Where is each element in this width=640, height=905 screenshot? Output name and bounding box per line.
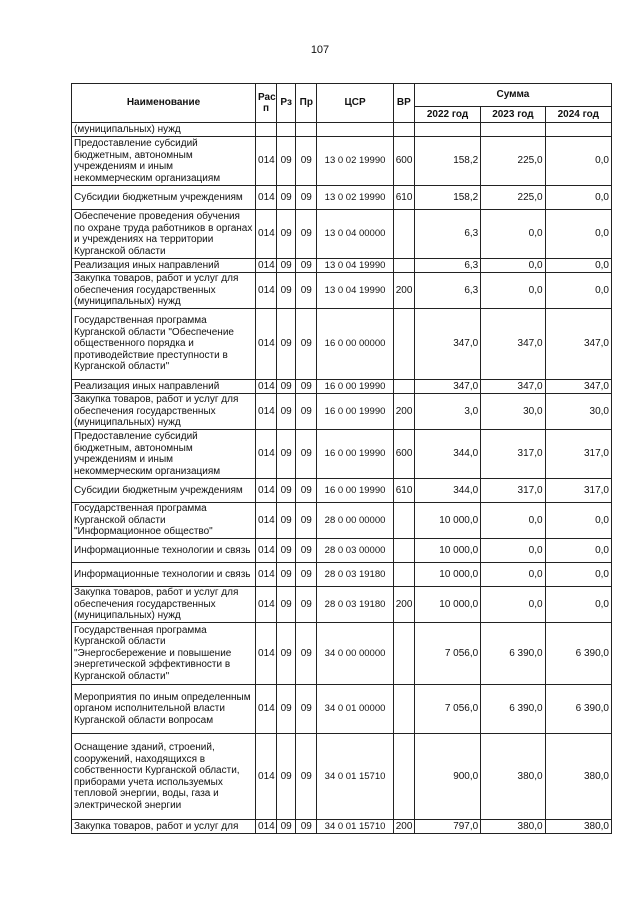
row-value-2023 — [481, 123, 545, 137]
row-csr: 13 0 04 00000 — [317, 210, 393, 259]
table-row — [72, 563, 612, 587]
row-value-2022: 10 000,0 — [414, 563, 480, 587]
budget-table — [71, 83, 612, 834]
table-row — [72, 734, 612, 820]
row-value-2023: 0,0 — [481, 259, 545, 273]
row-value-2024: 317,0 — [545, 479, 611, 503]
row-name: Мероприятия по иным определенным органом исполнительной власти Курганской области вопросам — [72, 685, 256, 734]
row-ras: 014 — [256, 186, 277, 210]
row-value-2023: 0,0 — [481, 273, 545, 309]
table-row — [72, 503, 612, 539]
row-ras: 014 — [256, 587, 277, 623]
row-value-2023: 0,0 — [481, 210, 545, 259]
row-csr: 28 0 03 19180 — [317, 587, 393, 623]
header-year-2023: 2023 год — [481, 107, 545, 123]
row-rz: 09 — [277, 587, 296, 623]
row-pr: 09 — [296, 503, 317, 539]
row-name: Государственная программа Курганской области "Энергосбережение и повышение энергетической эффективности в Курганской области" — [72, 623, 256, 685]
row-csr: 16 0 00 00000 — [317, 309, 393, 380]
row-value-2022: 344,0 — [414, 479, 480, 503]
row-value-2023: 0,0 — [481, 503, 545, 539]
row-name: Реализация иных направлений — [72, 259, 256, 273]
row-value-2024: 0,0 — [545, 563, 611, 587]
row-value-2023: 347,0 — [481, 309, 545, 380]
header-pr: Пр — [296, 84, 317, 123]
row-rz: 09 — [277, 210, 296, 259]
row-value-2023: 0,0 — [481, 563, 545, 587]
row-pr: 09 — [296, 430, 317, 479]
row-ras: 014 — [256, 380, 277, 394]
row-value-2024: 30,0 — [545, 394, 611, 430]
row-ras: 014 — [256, 137, 277, 186]
row-csr: 13 0 04 19990 — [317, 259, 393, 273]
row-rz: 09 — [277, 259, 296, 273]
row-value-2022: 3,0 — [414, 394, 480, 430]
row-csr: 13 0 04 19990 — [317, 273, 393, 309]
row-csr: 16 0 00 19990 — [317, 430, 393, 479]
header-name: Наименование — [72, 84, 256, 123]
row-vr — [393, 539, 414, 563]
row-value-2023: 347,0 — [481, 380, 545, 394]
row-rz: 09 — [277, 623, 296, 685]
row-ras: 014 — [256, 259, 277, 273]
row-rz: 09 — [277, 394, 296, 430]
header-ras: Рас п — [256, 84, 277, 123]
row-name: Предоставление субсидий бюджетным, автономным учреждениям и иным некоммерческим организациям — [72, 430, 256, 479]
row-pr: 09 — [296, 210, 317, 259]
row-name: Закупка товаров, работ и услуг для обеспечения государственных (муниципальных) нужд — [72, 587, 256, 623]
row-vr — [393, 380, 414, 394]
row-rz: 09 — [277, 137, 296, 186]
row-value-2024: 0,0 — [545, 503, 611, 539]
row-csr: 28 0 00 00000 — [317, 503, 393, 539]
row-name: Закупка товаров, работ и услуг для обеспечения государственных (муниципальных) нужд — [72, 273, 256, 309]
row-value-2023: 30,0 — [481, 394, 545, 430]
row-value-2023: 6 390,0 — [481, 685, 545, 734]
row-csr: 16 0 00 19990 — [317, 479, 393, 503]
row-name: Предоставление субсидий бюджетным, автономным учреждениям и иным некоммерческим организациям — [72, 137, 256, 186]
row-value-2024: 347,0 — [545, 309, 611, 380]
row-value-2022 — [414, 123, 480, 137]
header-year-2022: 2022 год — [414, 107, 480, 123]
row-csr: 34 0 01 15710 — [317, 820, 393, 834]
row-vr: 200 — [393, 820, 414, 834]
row-vr — [393, 123, 414, 137]
row-pr: 09 — [296, 259, 317, 273]
row-value-2024: 347,0 — [545, 380, 611, 394]
header-year-2024: 2024 год — [545, 107, 611, 123]
row-value-2023: 225,0 — [481, 137, 545, 186]
row-value-2023: 317,0 — [481, 430, 545, 479]
row-value-2022: 6,3 — [414, 259, 480, 273]
row-value-2024: 380,0 — [545, 820, 611, 834]
row-name: Обеспечение проведения обучения по охране труда работников в органах и учреждениях на территории Курганской области — [72, 210, 256, 259]
row-rz: 09 — [277, 734, 296, 820]
row-value-2023: 6 390,0 — [481, 623, 545, 685]
table-row — [72, 820, 612, 834]
row-value-2022: 6,3 — [414, 273, 480, 309]
row-pr: 09 — [296, 273, 317, 309]
row-value-2024: 0,0 — [545, 210, 611, 259]
row-csr: 16 0 00 19990 — [317, 380, 393, 394]
page-number: 107 — [310, 44, 330, 56]
row-pr — [296, 123, 317, 137]
row-value-2024: 0,0 — [545, 539, 611, 563]
row-name: Государственная программа Курганской области "Обеспечение общественного порядка и противодействие преступности в Курганской области" — [72, 309, 256, 380]
row-csr: 28 0 03 19180 — [317, 563, 393, 587]
row-vr — [393, 210, 414, 259]
row-ras: 014 — [256, 539, 277, 563]
table-row — [72, 394, 612, 430]
row-value-2022: 900,0 — [414, 734, 480, 820]
row-value-2024: 0,0 — [545, 137, 611, 186]
row-vr — [393, 685, 414, 734]
row-name: Информационные технологии и связь — [72, 539, 256, 563]
row-name: Реализация иных направлений — [72, 380, 256, 394]
row-pr: 09 — [296, 309, 317, 380]
row-value-2022: 10 000,0 — [414, 539, 480, 563]
row-vr — [393, 259, 414, 273]
row-value-2022: 347,0 — [414, 380, 480, 394]
row-value-2024: 0,0 — [545, 587, 611, 623]
row-vr — [393, 503, 414, 539]
row-ras: 014 — [256, 563, 277, 587]
row-rz: 09 — [277, 309, 296, 380]
row-value-2022: 6,3 — [414, 210, 480, 259]
table-row — [72, 380, 612, 394]
row-name: Оснащение зданий, строений, сооружений, находящихся в собственности Курганской области, приборами учета используемых тепловой энергии, воды, газа и электрической энергии — [72, 734, 256, 820]
row-csr: 13 0 02 19990 — [317, 137, 393, 186]
row-ras: 014 — [256, 623, 277, 685]
table-row — [72, 210, 612, 259]
row-rz: 09 — [277, 503, 296, 539]
row-pr: 09 — [296, 380, 317, 394]
row-value-2022: 7 056,0 — [414, 623, 480, 685]
row-vr: 600 — [393, 137, 414, 186]
row-pr: 09 — [296, 685, 317, 734]
row-pr: 09 — [296, 479, 317, 503]
row-name: Государственная программа Курганской области "Информационное общество" — [72, 503, 256, 539]
row-csr: 34 0 00 00000 — [317, 623, 393, 685]
row-name: Субсидии бюджетным учреждениям — [72, 479, 256, 503]
row-value-2024: 6 390,0 — [545, 685, 611, 734]
row-name: (муниципальных) нужд — [72, 123, 256, 137]
row-value-2024: 0,0 — [545, 186, 611, 210]
row-rz: 09 — [277, 539, 296, 563]
row-rz — [277, 123, 296, 137]
row-vr: 610 — [393, 479, 414, 503]
row-value-2022: 7 056,0 — [414, 685, 480, 734]
row-pr: 09 — [296, 563, 317, 587]
row-value-2022: 797,0 — [414, 820, 480, 834]
row-vr — [393, 563, 414, 587]
row-csr: 34 0 01 15710 — [317, 734, 393, 820]
header-sum: Сумма — [414, 84, 611, 107]
row-value-2023: 0,0 — [481, 539, 545, 563]
row-rz: 09 — [277, 186, 296, 210]
row-value-2022: 10 000,0 — [414, 587, 480, 623]
header-rz: Рз — [277, 84, 296, 123]
row-ras: 014 — [256, 394, 277, 430]
row-ras: 014 — [256, 430, 277, 479]
table-row — [72, 273, 612, 309]
row-rz: 09 — [277, 685, 296, 734]
row-vr — [393, 623, 414, 685]
row-csr: 13 0 02 19990 — [317, 186, 393, 210]
row-ras: 014 — [256, 273, 277, 309]
row-csr — [317, 123, 393, 137]
row-name: Закупка товаров, работ и услуг для — [72, 820, 256, 834]
table-row — [72, 623, 612, 685]
row-ras: 014 — [256, 685, 277, 734]
row-ras: 014 — [256, 503, 277, 539]
table-row — [72, 587, 612, 623]
row-value-2024: 0,0 — [545, 273, 611, 309]
row-vr: 200 — [393, 587, 414, 623]
row-name: Закупка товаров, работ и услуг для обеспечения государственных (муниципальных) нужд — [72, 394, 256, 430]
row-value-2024: 0,0 — [545, 259, 611, 273]
row-vr: 600 — [393, 430, 414, 479]
row-ras: 014 — [256, 210, 277, 259]
row-value-2022: 10 000,0 — [414, 503, 480, 539]
row-csr: 16 0 00 19990 — [317, 394, 393, 430]
row-ras: 014 — [256, 820, 277, 834]
table-row — [72, 685, 612, 734]
row-pr: 09 — [296, 820, 317, 834]
row-value-2022: 344,0 — [414, 430, 480, 479]
row-value-2023: 0,0 — [481, 587, 545, 623]
table-row — [72, 539, 612, 563]
row-value-2023: 317,0 — [481, 479, 545, 503]
row-pr: 09 — [296, 186, 317, 210]
table-row — [72, 137, 612, 186]
table-row — [72, 309, 612, 380]
row-ras: 014 — [256, 309, 277, 380]
header-vr: ВР — [393, 84, 414, 123]
row-ras — [256, 123, 277, 137]
row-rz: 09 — [277, 380, 296, 394]
row-value-2023: 225,0 — [481, 186, 545, 210]
table-row — [72, 430, 612, 479]
row-value-2024 — [545, 123, 611, 137]
row-pr: 09 — [296, 587, 317, 623]
row-value-2022: 158,2 — [414, 186, 480, 210]
row-pr: 09 — [296, 539, 317, 563]
row-rz: 09 — [277, 820, 296, 834]
row-vr — [393, 734, 414, 820]
row-value-2023: 380,0 — [481, 820, 545, 834]
table-row — [72, 123, 612, 137]
row-vr: 200 — [393, 394, 414, 430]
row-value-2022: 347,0 — [414, 309, 480, 380]
row-pr: 09 — [296, 734, 317, 820]
row-rz: 09 — [277, 273, 296, 309]
row-vr: 610 — [393, 186, 414, 210]
row-value-2024: 6 390,0 — [545, 623, 611, 685]
row-name: Субсидии бюджетным учреждениям — [72, 186, 256, 210]
table-row — [72, 186, 612, 210]
row-rz: 09 — [277, 563, 296, 587]
row-vr: 200 — [393, 273, 414, 309]
row-value-2023: 380,0 — [481, 734, 545, 820]
row-value-2024: 380,0 — [545, 734, 611, 820]
row-pr: 09 — [296, 623, 317, 685]
header-csr: ЦСР — [317, 84, 393, 123]
row-value-2022: 158,2 — [414, 137, 480, 186]
table-row — [72, 259, 612, 273]
row-pr: 09 — [296, 137, 317, 186]
row-vr — [393, 309, 414, 380]
row-name: Информационные технологии и связь — [72, 563, 256, 587]
row-csr: 34 0 01 00000 — [317, 685, 393, 734]
row-csr: 28 0 03 00000 — [317, 539, 393, 563]
row-pr: 09 — [296, 394, 317, 430]
row-ras: 014 — [256, 734, 277, 820]
row-ras: 014 — [256, 479, 277, 503]
row-rz: 09 — [277, 430, 296, 479]
table-row — [72, 479, 612, 503]
row-value-2024: 317,0 — [545, 430, 611, 479]
row-rz: 09 — [277, 479, 296, 503]
